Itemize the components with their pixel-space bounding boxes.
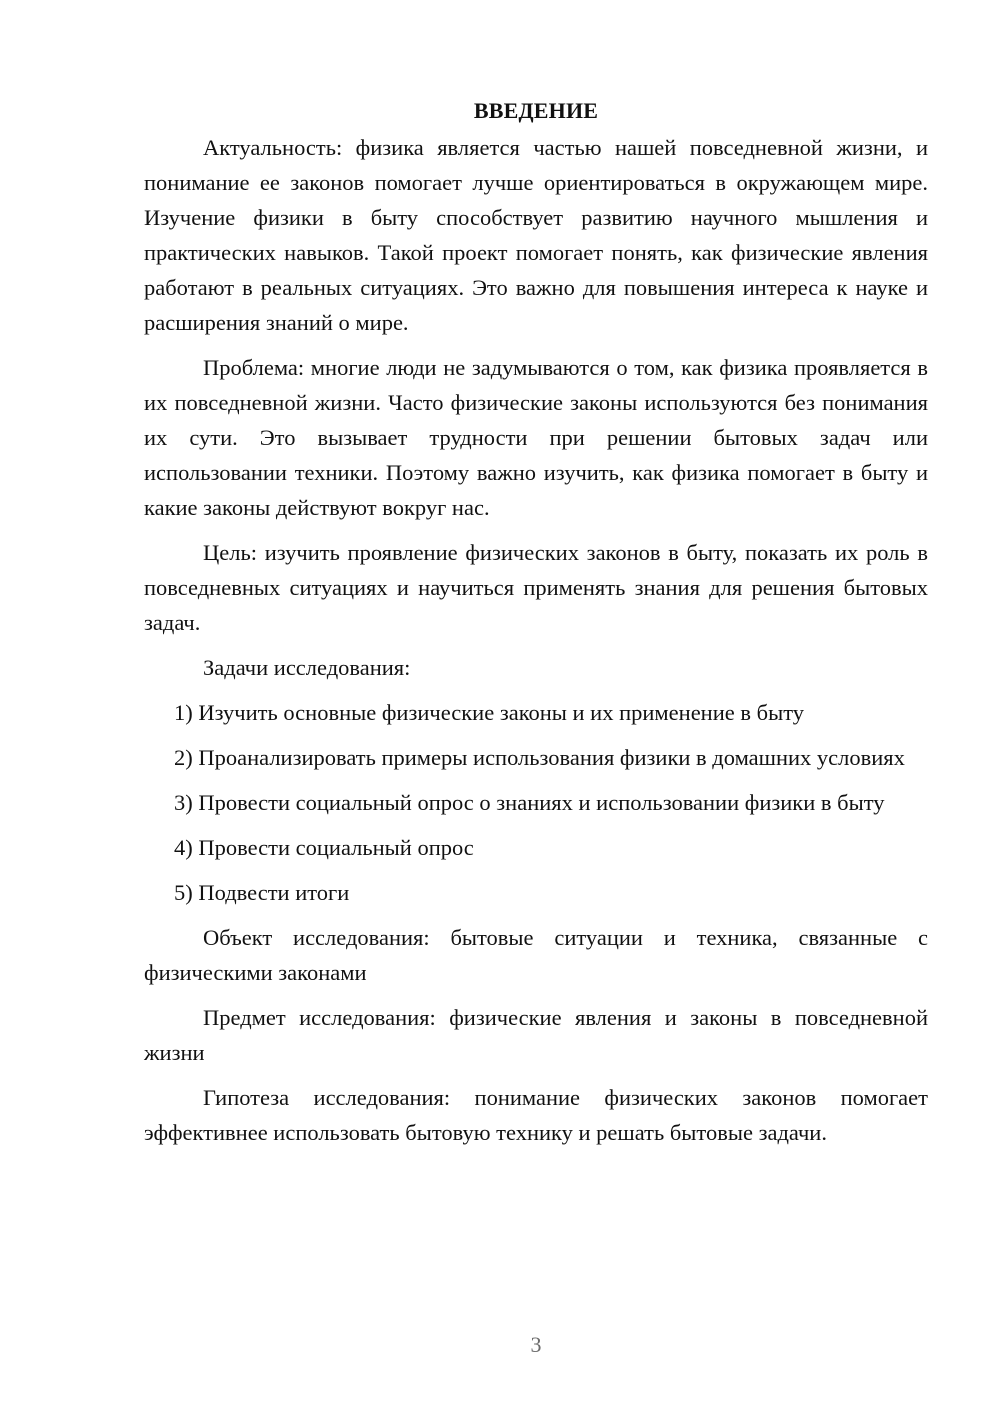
task-item-1: 1) Изучить основные физические законы и их применение в быту	[174, 700, 804, 725]
task-item-2: 2) Проанализировать примеры использования физики в домашних условиях	[174, 745, 905, 770]
object-paragraph: Объект исследования: бытовые ситуации и техника, связанные с физическими законами	[144, 925, 928, 985]
task-item-4: 4) Провести социальный опрос	[174, 835, 474, 860]
subject-paragraph: Предмет исследования: физические явления и законы в повседневной жизни	[144, 1005, 928, 1065]
tasks-heading: Задачи исследования:	[203, 655, 411, 680]
section-title: ВВЕДЕНИЕ	[473, 98, 599, 123]
page-content	[144, 92, 928, 1160]
relevance-paragraph: Актуальность: физика является частью нашей повседневной жизни, и понимание ее законов помогает лучше ориентироваться в окружающем мире. Изучение физики в быту способствует развитию научного мышления и практических навыков. Такой проект помогает понять, как физические явления работают в реальных ситуациях. Это важно для повышения интереса к науке и расширения знаний о мире.	[144, 135, 928, 335]
goal-paragraph: Цель: изучить проявление физических законов в быту, показать их роль в повседневных ситуациях и научиться применять знания для решения бытовых задач.	[144, 540, 928, 635]
page-number: 3	[530, 1332, 542, 1357]
task-item-3: 3) Провести социальный опрос о знаниях и использовании физики в быту	[174, 790, 885, 815]
hypothesis-paragraph: Гипотеза исследования: понимание физических законов помогает эффективнее использовать бытовую технику и решать бытовые задачи.	[144, 1085, 928, 1145]
task-item-5: 5) Подвести итоги	[174, 880, 350, 905]
problem-paragraph: Проблема: многие люди не задумываются о том, как физика проявляется в их повседневной жизни. Часто физические законы используются без понимания их сути. Это вызывает трудности при решении бытовых задач или использовании техники. Поэтому важно изучить, как физика помогает в быту и какие законы действуют вокруг нас.	[144, 355, 928, 520]
